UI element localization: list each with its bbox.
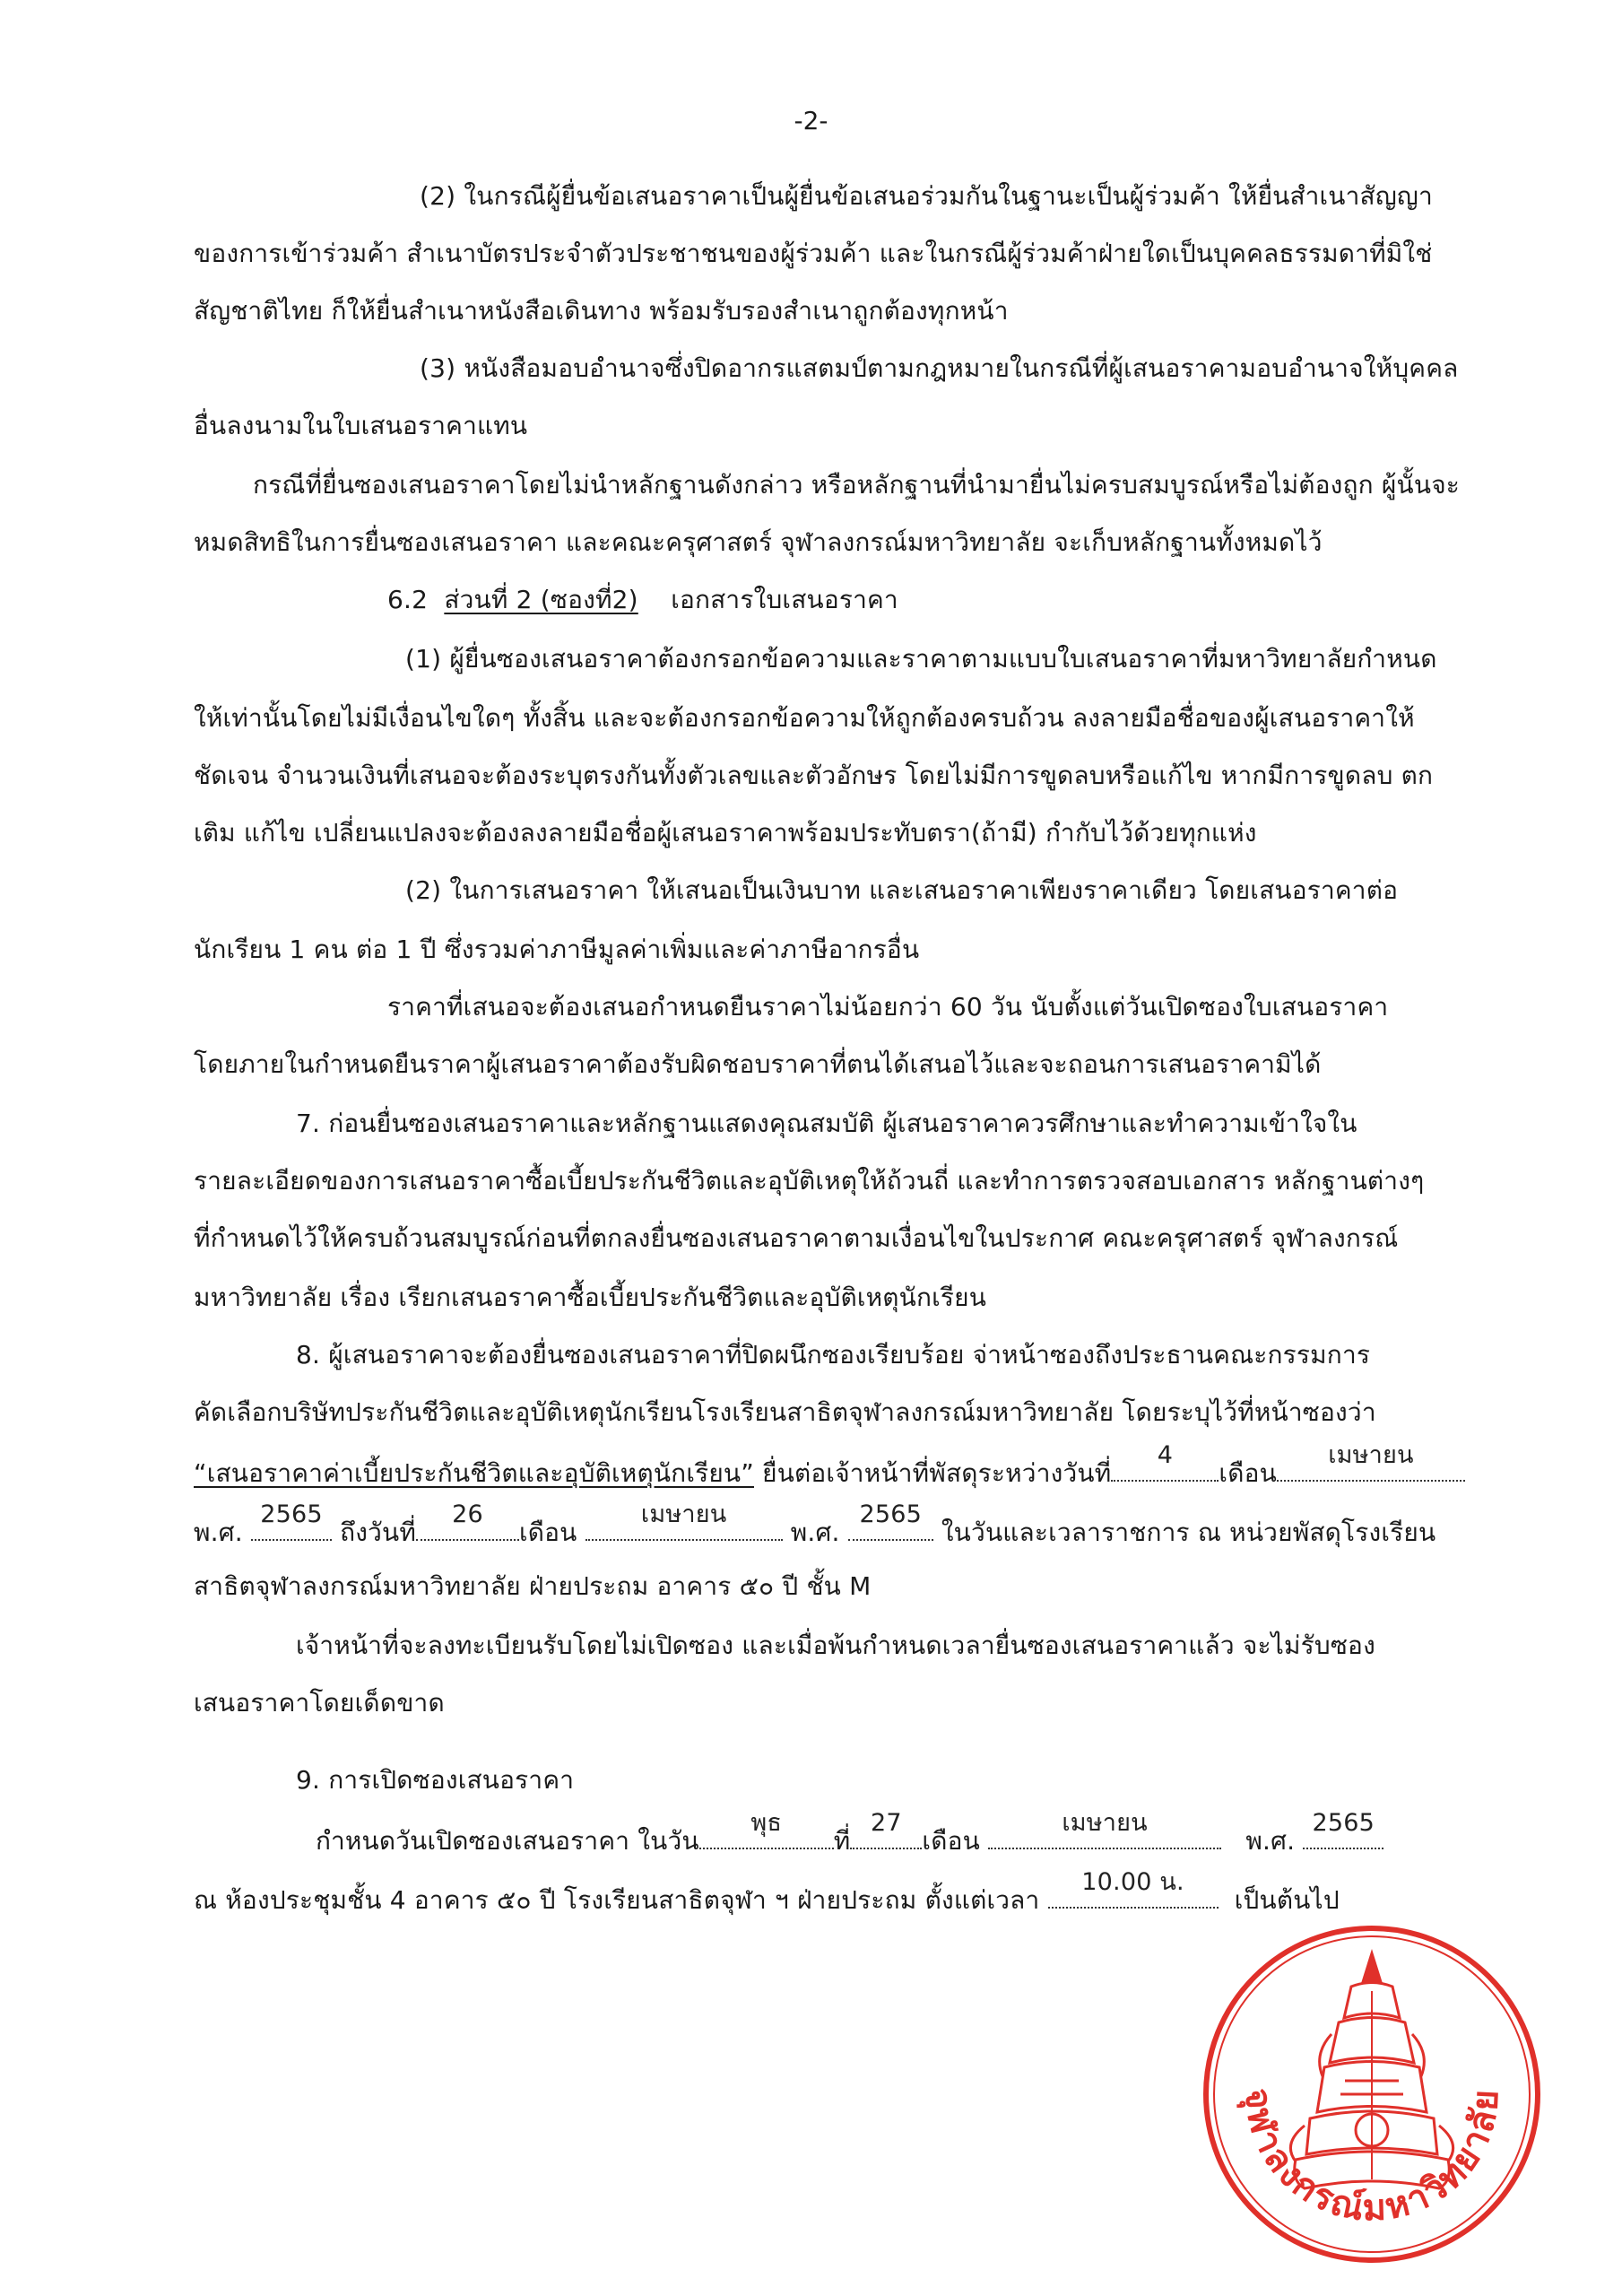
opening-day-field	[850, 1809, 922, 1849]
missing-evidence-line-2: หมดสิทธิในการยื่นซองเสนอราคา และคณะครุศาสตร์ จุฬาลงกรณ์มหาวิทยาลัย จะเก็บหลักฐานทั้งหมดไว้	[194, 527, 1323, 557]
month-from-label: เดือน	[1219, 1458, 1277, 1488]
section-9-heading: 9. การเปิดซองเสนอราคา	[296, 1765, 575, 1795]
section-8-line-5: สาธิตจุฬาลงกรณ์มหาวิทยาลัย ฝ่ายประถม อาคาร ๕๐ ปี ชั้น M	[194, 1571, 872, 1601]
seal-text-path: จุฬาลงกรณ์มหาวิทยาลัย	[1236, 2087, 1507, 2230]
phra-kiao-emblem-icon	[1290, 1953, 1453, 2188]
weekday-field	[699, 1809, 834, 1849]
staff-registration-line-1: เจ้าหน้าที่จะลงทะเบียนรับโดยไม่เปิดซอง และเมื่อพ้นกำหนดเวลายื่นซองเสนอราคาแล้ว จะไม่รับซอง	[296, 1631, 1375, 1660]
opening-year-label: พ.ศ.	[1245, 1826, 1296, 1856]
year-to-value: 2565	[859, 1500, 922, 1528]
section-8-line-1: 8. ผู้เสนอราคาจะต้องยื่นซองเสนอราคาที่ปิดผนึกซองเรียบร้อย จ่าหน้าซองถึงประธานคณะกรรมการ	[296, 1340, 1371, 1370]
office-hours-text: ในวันและเวลาราชการ ณ หน่วยพัสดุโรงเรียน	[941, 1518, 1436, 1547]
item-2-line-2: ของการเข้าร่วมค้า สำเนาบัตรประจำตัวประชาชนของผู้ร่วมค้า และในกรณีผู้ร่วมค้าฝ่ายใดเป็นบุคคลธรรมดาที่มิใช่	[194, 239, 1433, 268]
section-8-line-2: คัดเลือกบริษัทประกันชีวิตและอุบัติเหตุนักเรียนโรงเรียนสาธิตจุฬาลงกรณ์มหาวิทยาลัย โดยระบุไว้ที่หน้าซองว่า	[194, 1397, 1376, 1427]
month-to-label: เดือน	[519, 1518, 577, 1547]
day-to-value: 26	[452, 1500, 483, 1528]
month-to-value: เมษายน	[640, 1500, 727, 1528]
s62-item-2-line-1: (2) ในการเสนอราคา ให้เสนอเป็นเงินบาท และเสนอราคาเพียงราคาเดียว โดยเสนอราคาต่อ	[405, 875, 1399, 905]
section-9-line-2	[194, 1868, 1340, 1918]
s62-item-1-line-2: ให้เท่านั้นโดยไม่มีเงื่อนไขใดๆ ทั้งสิ้น และจะต้องกรอกข้อความให้ถูกต้องครบถ้วน ลงลายมือชื่อของผู้เสนอราคาให้	[194, 703, 1415, 733]
month-from-value: เมษายน	[1328, 1441, 1414, 1469]
year-to-label: พ.ศ.	[790, 1518, 840, 1547]
section-8-line-4	[194, 1500, 1436, 1550]
opening-time-field	[1048, 1868, 1219, 1909]
envelope-label-quote: “เสนอราคาค่าเบี้ยประกันชีวิตและอุบัติเหตุนักเรียน”	[194, 1458, 754, 1488]
opening-year-field	[1303, 1809, 1383, 1849]
year-to-field	[848, 1500, 933, 1541]
s62-item-1-line-4: เติม แก้ไข เปลี่ยนแปลงจะต้องลงลายมือชื่อผู้เสนอราคาพร้อมประทับตรา(ถ้ามี) กำกับไว้ด้วยทุกแห่ง	[194, 818, 1257, 848]
year-from-label: พ.ศ.	[194, 1518, 243, 1547]
opening-year-value: 2565	[1312, 1809, 1375, 1837]
day-to-field	[416, 1500, 519, 1541]
opening-month-value: เมษายน	[1062, 1809, 1148, 1837]
page-number: -2-	[794, 106, 828, 135]
price-validity-line-1: ราคาที่เสนอจะต้องเสนอกำหนดยืนราคาไม่น้อยกว่า 60 วัน นับตั้งแต่วันเปิดซองใบเสนอราคา	[387, 992, 1389, 1022]
item-3-line-1: (3) หนังสือมอบอำนาจซึ่งปิดอากรแสตมป์ตามกฎหมายในกรณีที่ผู้เสนอราคามอบอำนาจให้บุคคล	[420, 353, 1459, 383]
section-7-line-2: รายละเอียดของการเสนอราคาซื้อเบี้ยประกันชีวิตและอุบัติเหตุให้ถ้วนถี่ และทำการตรวจสอบเอกสาร หลักฐานต่างๆ	[194, 1166, 1425, 1196]
opening-month-label: เดือน	[922, 1826, 980, 1856]
item-2-line-3: สัญชาติไทย ก็ให้ยื่นสำเนาหนังสือเดินทาง พร้อมรับรองสำเนาถูกต้องทุกหน้า	[194, 296, 1009, 326]
s62-item-2-line-2: นักเรียน 1 คน ต่อ 1 ปี ซึ่งรวมค่าภาษีมูลค่าเพิ่มและค่าภาษีอากรอื่น	[194, 935, 920, 964]
section-6-2-number: 6.2	[387, 585, 429, 614]
onwards-text: เป็นต้นไป	[1234, 1885, 1340, 1915]
s62-item-1-line-3: ชัดเจน จำนวนเงินที่เสนอจะต้องระบุตรงกันทั้งตัวเลขและตัวอักษร โดยไม่มีการขูดลบหรือแก้ไข หากมีการขูดลบ ตก	[194, 761, 1434, 790]
price-validity-line-2: โดยภายในกำหนดยืนราคาผู้เสนอราคาต้องรับผิดชอบราคาที่ตนได้เสนอไว้และจะถอนการเสนอราคามิได้	[194, 1049, 1322, 1079]
section-6-2-part: ส่วนที่ 2 (ซองที่2)	[444, 585, 638, 614]
section-6-2-title: เอกสารใบเสนอราคา	[671, 585, 898, 614]
month-to-field	[585, 1500, 783, 1541]
to-day-label: ถึงวันที่	[340, 1518, 417, 1547]
section-6-2-heading	[387, 583, 898, 617]
day-label: ที่	[833, 1826, 851, 1856]
section-7-line-3: ที่กำหนดไว้ให้ครบถ้วนสมบูรณ์ก่อนที่ตกลงยื่นซองเสนอราคาตามเงื่อนไขในประกาศ คณะครุศาสตร์ จุฬาลงกรณ์	[194, 1223, 1399, 1253]
month-from-field	[1277, 1441, 1465, 1482]
opening-date-text: กำหนดวันเปิดซองเสนอราคา ในวัน	[316, 1826, 699, 1856]
year-from-field	[251, 1500, 332, 1541]
opening-time-value: 10.00 น.	[1081, 1868, 1184, 1896]
day-from-value: 4	[1157, 1441, 1174, 1469]
submit-to-staff-text: ยื่นต่อเจ้าหน้าที่พัสดุระหว่างวันที่	[753, 1458, 1112, 1488]
venue-text: ณ ห้องประชุมชั้น 4 อาคาร ๕๐ ปี โรงเรียนสาธิตจุฬา ฯ ฝ่ายประถม ตั้งแต่เวลา	[194, 1885, 1040, 1915]
year-from-value: 2565	[260, 1500, 323, 1528]
staff-registration-line-2: เสนอราคาโดยเด็ดขาด	[194, 1688, 445, 1718]
s62-item-1-line-1: (1) ผู้ยื่นซองเสนอราคาต้องกรอกข้อความและราคาตามแบบใบเสนอราคาที่มหาวิทยาลัยกำหนด	[405, 644, 1437, 674]
opening-month-field	[988, 1809, 1221, 1849]
section-8-line-3	[194, 1441, 1465, 1491]
weekday-value: พุธ	[750, 1809, 783, 1837]
section-7-line-1: 7. ก่อนยื่นซองเสนอราคาและหลักฐานแสดงคุณสมบัติ ผู้เสนอราคาควรศึกษาและทำความเข้าใจใน	[296, 1109, 1357, 1138]
day-from-field	[1111, 1441, 1219, 1482]
opening-day-value: 27	[871, 1809, 902, 1837]
item-2-line-1: (2) ในกรณีผู้ยื่นข้อเสนอราคาเป็นผู้ยื่นข้อเสนอร่วมกันในฐานะเป็นผู้ร่วมค้า ให้ยื่นสำเนาสัญญา	[420, 181, 1433, 211]
section-7-line-4: มหาวิทยาลัย เรื่อง เรียกเสนอราคาซื้อเบี้ยประกันชีวิตและอุบัติเหตุนักเรียน	[194, 1283, 987, 1312]
item-3-line-2: อื่นลงนามในใบเสนอราคาแทน	[194, 411, 528, 440]
section-9-line-1	[316, 1809, 1383, 1858]
university-seal-stamp	[1197, 1919, 1547, 2269]
missing-evidence-line-1: กรณีที่ยื่นซองเสนอราคาโดยไม่นำหลักฐานดังกล่าว หรือหลักฐานที่นำมายื่นไม่ครบสมบูรณ์หรือไม่ต้องถูก ผู้นั้นจะ	[253, 470, 1461, 500]
